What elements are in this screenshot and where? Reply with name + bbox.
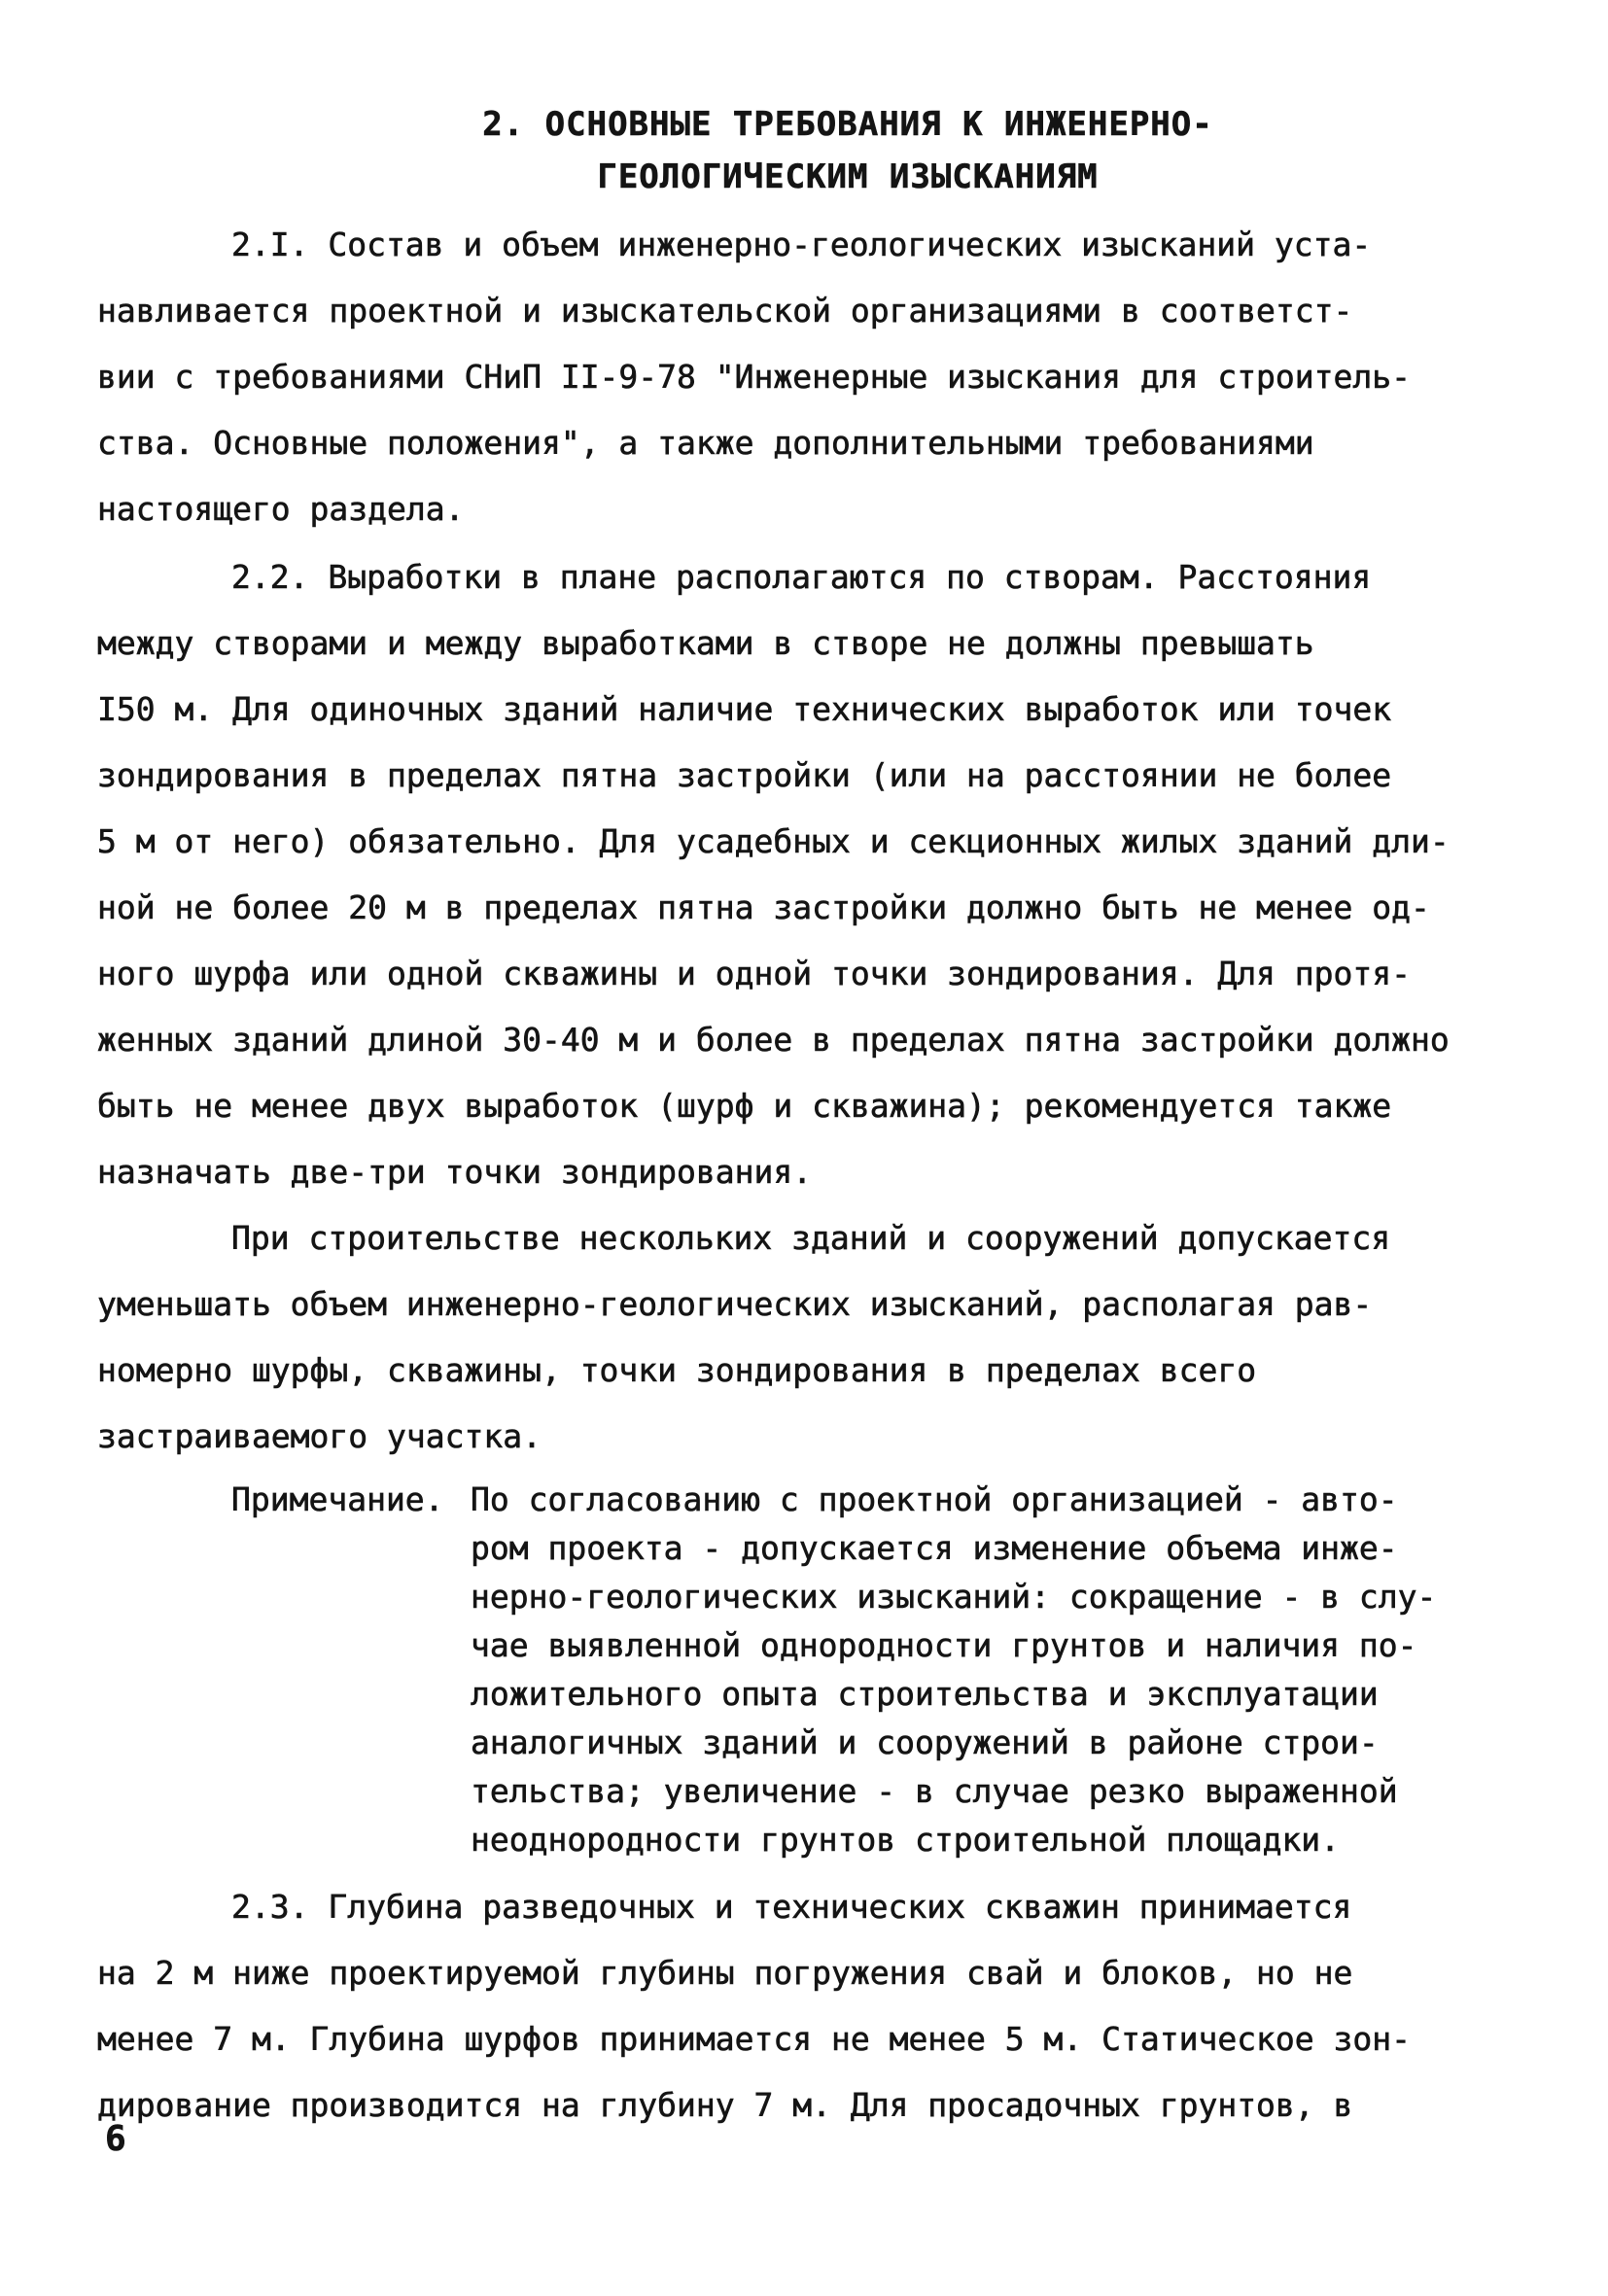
note-label: Примечание. — [231, 1480, 444, 1518]
note-text-line: неоднородности грунтов строительной площадки. — [471, 1821, 1341, 1859]
note-text-line: ложительного опыта строительства и эксплуатации — [471, 1675, 1379, 1713]
text-line: 2.I. Состав и объем инженерно-геологических изысканий уста- — [231, 226, 1372, 263]
section-heading-line-1: 2. ОСНОВНЫЕ ТРЕБОВАНИЯ К ИНЖЕНЕРНО- — [482, 105, 1213, 144]
section-2-1 — [97, 212, 1517, 542]
text-line: женных зданий длиной 30-40 м и более в пределах пятна застройки должно — [97, 1021, 1450, 1059]
text-line: уменьшать объем инженерно-геологических изысканий, располагая рав- — [97, 1285, 1373, 1323]
text-line: менее 7 м. Глубина шурфов принимается не менее 5 м. Статическое зон- — [97, 2020, 1412, 2058]
note-text-line: ром проекта - допускается изменение объема инже- — [471, 1529, 1398, 1567]
text-line: ной не более 20 м в пределах пятна застройки должно быть не менее од- — [97, 888, 1430, 926]
page-number: 6 — [105, 2119, 126, 2159]
text-line: 2.2. Выработки в плане располагаются по створам. Расстояния — [231, 558, 1372, 596]
note-text-line: тельства; увеличение - в случае резко выраженной — [471, 1772, 1398, 1810]
text-line: быть не менее двух выработок (шурф и скважина); рекомендуется также — [97, 1087, 1392, 1125]
text-line: I50 м. Для одиночных зданий наличие технических выработок или точек — [97, 690, 1392, 728]
text-line: ного шурфа или одной скважины и одной точки зондирования. Для протя- — [97, 955, 1412, 992]
text-line: 5 м от него) обязательно. Для усадебных и секционных жилых зданий дли- — [97, 822, 1450, 860]
note-text-line: нерно-геологических изысканий: сокращение - в слу- — [471, 1578, 1437, 1616]
section-2-3 — [97, 1874, 1517, 2139]
text-line: вии с требованиями СНиП II-9-78 "Инженерные изыскания для строитель- — [97, 358, 1412, 396]
note-text-line: аналогичных зданий и сооружений в районе строи- — [471, 1723, 1379, 1761]
text-line: 2.3. Глубина разведочных и технических скважин принимается — [231, 1888, 1352, 1926]
text-line: дирование производится на глубину 7 м. Для просадочных грунтов, в — [97, 2086, 1353, 2124]
section-heading-line-2: ГЕОЛОГИЧЕСКИМ ИЗЫСКАНИЯМ — [597, 157, 1099, 196]
text-line: ства. Основные положения", а также дополнительными требованиями — [97, 424, 1314, 462]
text-line: между створами и между выработками в створе не должны превышать — [97, 624, 1314, 662]
note-text-line: чае выявленной однородности грунтов и наличия по- — [471, 1626, 1417, 1664]
text-line: номерно шурфы, скважины, точки зондирования в пределах всего — [97, 1351, 1257, 1389]
note-block — [231, 1476, 1486, 1864]
note-text-line: По согласованию с проектной организацией - авто- — [471, 1480, 1398, 1518]
paragraph-multiple-buildings — [97, 1205, 1517, 1470]
section-2-2 — [97, 544, 1517, 1205]
note-first-line — [231, 1476, 1486, 1524]
text-line: на 2 м ниже проектируемой глубины погружения свай и блоков, но не — [97, 1954, 1353, 1992]
text-line: назначать две-три точки зондирования. — [97, 1153, 813, 1191]
text-line: навливается проектной и изыскательской организациями в соответст- — [97, 292, 1353, 330]
text-line: зондирования в пределах пятна застройки (или на расстоянии не более — [97, 756, 1392, 794]
text-line: настоящего раздела. — [97, 490, 465, 528]
text-line: При строительстве нескольких зданий и сооружений допускается — [231, 1219, 1391, 1257]
text-line: застраиваемого участка. — [97, 1417, 542, 1455]
